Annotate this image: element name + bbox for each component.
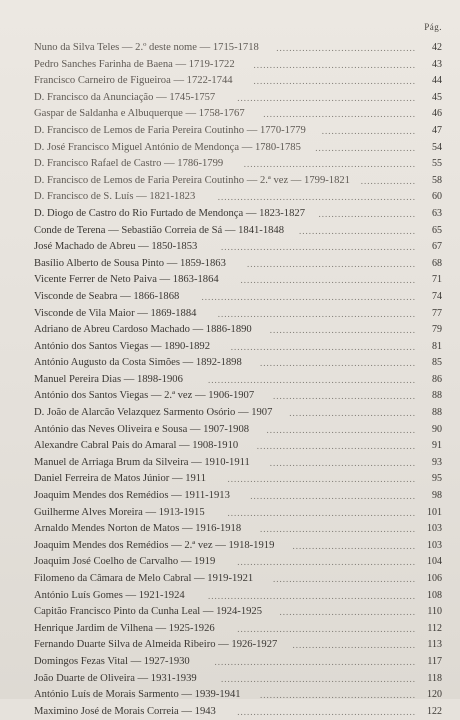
- toc-entry-page: 103: [427, 523, 442, 535]
- toc-entry: [34, 256, 442, 273]
- leader-dots: .................: [360, 175, 416, 186]
- toc-entry-title: António Augusto da Costa Simões — 1892-1898: [34, 357, 242, 369]
- toc-entry-title: Arnaldo Mendes Norton de Matos — 1916-1918: [34, 523, 242, 535]
- toc-entry: [34, 621, 442, 638]
- leader-dots: .......................................: [289, 408, 416, 419]
- toc-entry-title: D. Francisco Rafael de Castro — 1786-1799: [34, 158, 224, 170]
- toc-entry-title: Capitão Francisco Pinto da Cunha Leal — 1924-1925: [34, 606, 263, 618]
- toc-entry-page: 65: [432, 224, 442, 236]
- leader-dots: .............................................................: [217, 192, 416, 203]
- toc-entry: [34, 438, 442, 455]
- toc-entry-page: 120: [427, 689, 442, 701]
- toc-entry-page: 58: [432, 174, 442, 186]
- toc-entry-title: D. Francisco da Anunciação — 1745-1757: [34, 91, 216, 103]
- leader-dots: ................................................: [260, 358, 416, 369]
- toc-entry-title: D. João de Alarcão Velazquez Sarmento Osório — 1907: [34, 407, 273, 419]
- toc-entry-title: João Duarte de Oliveira — 1931-1939: [34, 672, 197, 684]
- toc-entry: [34, 355, 442, 372]
- toc-entry-page: 46: [432, 108, 442, 120]
- leader-dots: ..........................................................: [227, 474, 416, 485]
- toc-entry-title: Daniel Ferreira de Matos Júnior — 1911: [34, 473, 207, 485]
- toc-entry-page: 74: [432, 290, 442, 302]
- toc-entry-page: 117: [427, 655, 442, 667]
- toc-entry-title: António dos Santos Viegas — 2.ª vez — 1906-1907: [34, 390, 255, 402]
- toc-entry: [34, 505, 442, 522]
- toc-entry-page: 93: [432, 456, 442, 468]
- leader-dots: ......................................................: [240, 275, 416, 286]
- toc-entry-title: António das Neves Oliveira e Sousa — 1907-1908: [34, 423, 250, 435]
- toc-entry: [34, 223, 442, 240]
- toc-entry-title: Joaquim José Coelho de Carvalho — 1919: [34, 556, 216, 568]
- leader-dots: ..............................................: [266, 424, 416, 435]
- leader-dots: ................................................: [260, 690, 416, 701]
- toc-entry-title: Basílio Alberto de Sousa Pinto — 1859-1863: [34, 257, 226, 269]
- toc-entry: [34, 40, 442, 57]
- toc-entry-title: D. Francisco de S. Luís — 1821-1823: [34, 191, 196, 203]
- leader-dots: ...............................................: [263, 109, 416, 120]
- toc-entry-title: António Luís de Morais Sarmento — 1939-1941: [34, 689, 241, 701]
- toc-entry-title: Visconde de Vila Maior — 1869-1884: [34, 307, 197, 319]
- toc-entry-title: Pedro Sanches Farinha de Baena — 1719-1722: [34, 58, 235, 70]
- leader-dots: .......................................................: [237, 623, 416, 634]
- toc-entry: [34, 123, 442, 140]
- toc-entry-title: Domingos Fezas Vital — 1927-1930: [34, 655, 190, 667]
- toc-entry: [34, 704, 442, 720]
- leader-dots: ....................................................: [247, 258, 416, 269]
- toc-entry-title: D. José Francisco Miguel António de Mendonça — 1780-1785: [34, 141, 301, 153]
- toc-entry-page: 63: [432, 207, 442, 219]
- toc-entry: [34, 405, 442, 422]
- toc-entry: [34, 687, 442, 704]
- toc-entry: [34, 306, 442, 323]
- toc-entry-page: 98: [432, 490, 442, 502]
- toc-entry: [34, 654, 442, 671]
- toc-entry-title: Filomeno da Câmara de Melo Cabral — 1919-1921: [34, 573, 254, 584]
- leader-dots: ..............................: [318, 208, 416, 219]
- toc-entry-title: Alexandre Cabral Pais do Amaral — 1908-1910: [34, 440, 239, 452]
- toc-entry-page: 91: [432, 440, 442, 452]
- toc-entry: [34, 538, 442, 555]
- leader-dots: ..................................................................: [201, 291, 416, 302]
- toc-entry: [34, 455, 442, 472]
- toc-entry-page: 55: [432, 158, 442, 170]
- toc-entry: [34, 588, 442, 605]
- toc-entry-title: Gaspar de Saldanha e Albuquerque — 1758-1767: [34, 108, 245, 120]
- toc-entry-title: António Luís Gomes — 1921-1924: [34, 589, 185, 601]
- leader-dots: ............................................................: [221, 242, 416, 253]
- leader-dots: ...................................................: [250, 491, 416, 502]
- toc-entry: [34, 173, 442, 190]
- toc-entry-page: 104: [427, 556, 442, 568]
- leader-dots: ................................................................: [208, 374, 416, 385]
- toc-entry-page: 122: [427, 705, 442, 717]
- toc-entry: [34, 422, 442, 439]
- toc-entry-title: Manuel de Arriaga Brum da Silveira — 1910-1911: [34, 456, 250, 468]
- leader-dots: ............................................: [273, 391, 416, 402]
- toc-entry-page: 86: [432, 373, 442, 385]
- toc-entry: [34, 289, 442, 306]
- toc-entry: [34, 471, 442, 488]
- toc-entry: [34, 571, 442, 588]
- leader-dots: ................................................: [260, 524, 416, 535]
- toc-entry-title: Francisco Carneiro de Figueiroa — 1722-1744: [34, 75, 233, 87]
- toc-entry-page: 60: [432, 191, 442, 203]
- toc-entry-title: Visconde de Seabra — 1866-1868: [34, 290, 180, 302]
- toc-entry-page: 101: [427, 506, 442, 518]
- leader-dots: .................................................: [256, 441, 416, 452]
- toc-entry: [34, 637, 442, 654]
- leader-dots: .............................................: [269, 457, 416, 468]
- leader-dots: .......................................................: [237, 706, 416, 717]
- leader-dots: ...............................: [315, 142, 416, 153]
- toc-entry: [34, 106, 442, 123]
- leader-dots: ......................................: [292, 540, 416, 551]
- toc-entry-page: 85: [432, 357, 442, 369]
- toc-entry-title: António dos Santos Viegas — 1890-1892: [34, 340, 211, 352]
- toc-entry: [34, 239, 442, 256]
- table-of-contents: [34, 40, 442, 720]
- toc-entry: [34, 339, 442, 356]
- page-column-header: Pág.: [424, 22, 442, 32]
- leader-dots: .............................: [321, 125, 416, 136]
- toc-entry: [34, 388, 442, 405]
- toc-entry: [34, 521, 442, 538]
- toc-entry-title: Joaquim Mendes dos Remédios — 1911-1913: [34, 490, 230, 502]
- toc-entry-page: 71: [432, 274, 442, 286]
- toc-entry: [34, 604, 442, 621]
- toc-entry-page: 88: [432, 407, 442, 419]
- toc-entry-title: Nuno da Silva Teles — 2.º deste nome — 1715-1718: [34, 42, 259, 53]
- toc-entry: [34, 322, 442, 339]
- toc-entry: [34, 189, 442, 206]
- toc-entry: [34, 73, 442, 90]
- toc-entry-title: José Machado de Abreu — 1850-1853: [34, 241, 198, 253]
- toc-entry: [34, 554, 442, 571]
- toc-entry-title: Vicente Ferrer de Neto Paiva — 1863-1864: [34, 274, 219, 286]
- toc-entry-page: 81: [432, 340, 442, 352]
- toc-entry-page: 45: [432, 91, 442, 103]
- toc-entry-page: 88: [432, 390, 442, 402]
- toc-entry: [34, 272, 442, 289]
- toc-entry-title: Joaquim Mendes dos Remédios — 2.ª vez — 1918-1919: [34, 539, 275, 551]
- leader-dots: ..........................................: [279, 607, 416, 618]
- leader-dots: ..........................................................: [227, 507, 416, 518]
- toc-entry-page: 67: [432, 241, 442, 253]
- toc-entry-page: 113: [427, 639, 442, 651]
- toc-entry-title: Maximino José de Morais Correia — 1943: [34, 705, 216, 717]
- toc-entry-title: Manuel Pereira Dias — 1898-1906: [34, 373, 183, 385]
- toc-entry-title: Adriano de Abreu Cardoso Machado — 1886-1890: [34, 324, 252, 336]
- toc-entry-page: 54: [432, 141, 442, 153]
- toc-entry-title: D. Francisco de Lemos de Faria Pereira Coutinho — 1770-1779: [34, 124, 306, 136]
- toc-entry: [34, 488, 442, 505]
- leader-dots: .....................................................: [243, 159, 416, 170]
- toc-entry-page: 47: [432, 124, 442, 136]
- toc-entry-page: 106: [427, 573, 442, 584]
- leader-dots: ..............................................................: [214, 656, 416, 667]
- toc-entry: [34, 140, 442, 157]
- toc-entry-page: 108: [427, 589, 442, 601]
- leader-dots: ............................................................: [221, 673, 416, 684]
- toc-entry: [34, 156, 442, 173]
- leader-dots: ..................................................: [253, 59, 416, 70]
- toc-entry: [34, 57, 442, 74]
- toc-entry-title: D. Diogo de Castro do Rio Furtado de Mendonça — 1823-1827: [34, 207, 305, 219]
- toc-entry-page: 42: [432, 42, 442, 53]
- leader-dots: .............................................................: [217, 308, 416, 319]
- toc-entry: [34, 372, 442, 389]
- leader-dots: ................................................................: [208, 590, 416, 601]
- toc-entry-page: 103: [427, 539, 442, 551]
- toc-entry-title: D. Francisco de Lemos de Faria Pereira Coutinho — 2.ª vez — 1799-1821: [34, 174, 350, 186]
- toc-entry-page: 44: [432, 75, 442, 87]
- toc-entry-page: 95: [432, 473, 442, 485]
- toc-entry-title: Henrique Jardim de Vilhena — 1925-1926: [34, 622, 215, 634]
- toc-entry-title: Guilherme Alves Moreira — 1913-1915: [34, 506, 205, 518]
- leader-dots: ......................................: [292, 640, 416, 651]
- leader-dots: ..................................................: [253, 76, 416, 87]
- leader-dots: .......................................................: [237, 557, 416, 568]
- leader-dots: ............................................: [273, 574, 416, 584]
- leader-dots: .......................................................: [237, 92, 416, 103]
- toc-entry-page: 112: [427, 622, 442, 634]
- leader-dots: .........................................................: [230, 341, 416, 352]
- toc-entry-title: Conde de Terena — Sebastião Correia de Sá — 1841-1848: [34, 224, 285, 236]
- toc-entry-page: 90: [432, 423, 442, 435]
- toc-entry: [34, 206, 442, 223]
- toc-entry-title: Fernando Duarte Silva de Almeida Ribeiro — 1926-1927: [34, 639, 278, 651]
- toc-entry: [34, 671, 442, 688]
- leader-dots: .............................................: [269, 325, 416, 336]
- toc-entry-page: 77: [432, 307, 442, 319]
- toc-entry-page: 43: [432, 58, 442, 70]
- leader-dots: ...........................................: [276, 43, 416, 53]
- toc-entry-page: 110: [427, 606, 442, 618]
- leader-dots: ....................................: [299, 225, 416, 236]
- toc-entry-page: 79: [432, 324, 442, 336]
- toc-entry-page: 68: [432, 257, 442, 269]
- toc-entry-page: 118: [427, 672, 442, 684]
- toc-entry: [34, 90, 442, 107]
